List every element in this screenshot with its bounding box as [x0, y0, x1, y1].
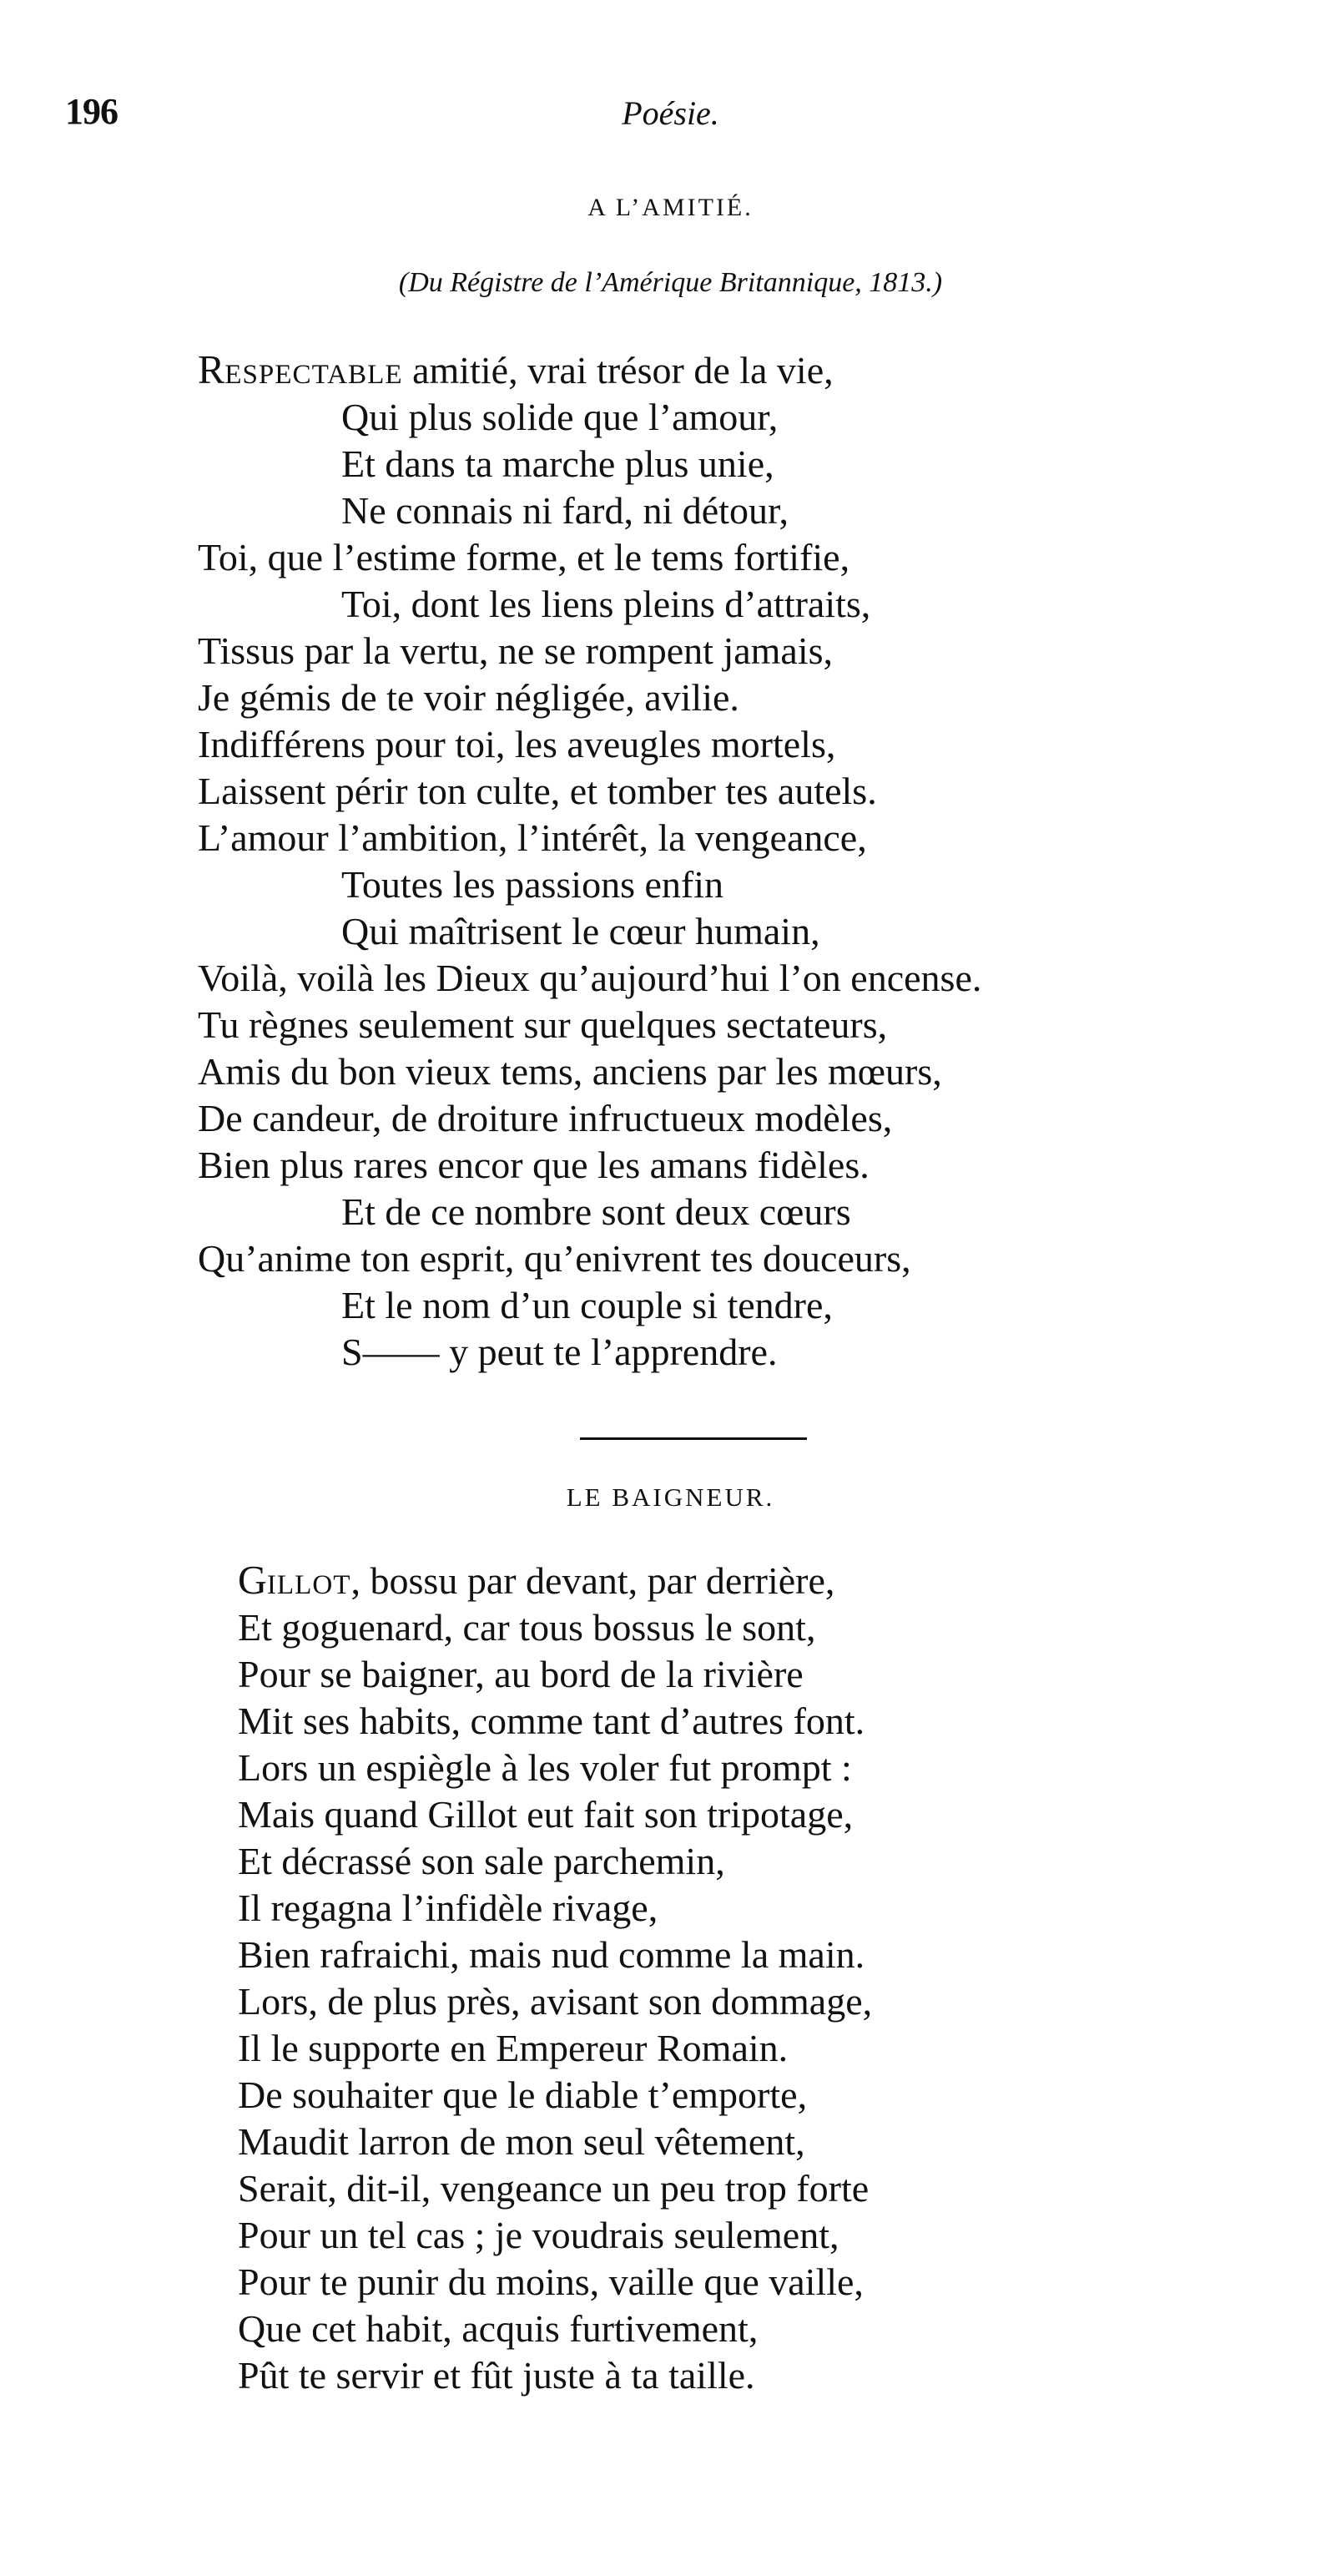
verse-line: GILLOT, bossu par devant, par derrière, [238, 1558, 835, 1603]
verse-line: Bien plus rares encor que les amans fidèles. [198, 1144, 870, 1186]
poem-title-amitie: A L’AMITIÉ. [587, 194, 754, 221]
section-divider [580, 1437, 807, 1440]
poem-source-note: (Du Régistre de l’Amérique Britannique, 1813.) [398, 267, 943, 298]
verse-line: Lors, de plus près, avisant son dommage, [238, 1980, 873, 2023]
verse-line: Et goguenard, car tous bossus le sont, [238, 1606, 816, 1649]
verse-line: Que cet habit, acquis furtivement, [238, 2307, 759, 2350]
verse-line: Qu’anime ton esprit, qu’enivrent tes douceurs, [198, 1237, 911, 1280]
page-number: 196 [65, 91, 118, 132]
verse-line: Et décrassé son sale parchemin, [238, 1840, 725, 1882]
verse-line: Toutes les passions enfin [341, 863, 724, 906]
verse-line: Voilà, voilà les Dieux qu’aujourd’hui l’on encense. [198, 957, 982, 999]
verse-line: Bien rafraichi, mais nud comme la main. [238, 1933, 865, 1976]
verse-line: Et dans ta marche plus unie, [341, 442, 774, 485]
verse-line: Pour un tel cas ; je voudrais seulement, [238, 2214, 839, 2256]
verse-line: De candeur, de droiture infructueux modèles, [198, 1097, 893, 1139]
verse-line: Il le supporte en Empereur Romain. [238, 2027, 789, 2069]
verse-line: S—— y peut te l’apprendre. [341, 1331, 778, 1373]
verse-line: Qui plus solide que l’amour, [341, 396, 779, 438]
verse-line: Amis du bon vieux tems, anciens par les mœurs, [198, 1050, 942, 1093]
verse-line: Mit ses habits, comme tant d’autres font. [238, 1700, 865, 1742]
verse-line: Tu règnes seulement sur quelques sectateurs, [198, 1003, 888, 1046]
verse-line: Toi, dont les liens pleins d’attraits, [341, 583, 871, 625]
verse-line: Serait, dit-il, vengeance un peu trop forte [238, 2167, 870, 2210]
poem-title-baigneur: LE BAIGNEUR. [566, 1482, 775, 1512]
verse-line: Pour se baigner, au bord de la rivière [238, 1653, 804, 1695]
verse-line: Et de ce nombre sont deux cœurs [341, 1190, 851, 1233]
running-head: Poésie. [622, 94, 719, 132]
verse-line: Mais quand Gillot eut fait son tripotage, [238, 1793, 854, 1836]
verse-line: Je gémis de te voir négligée, avilie. [198, 676, 739, 719]
verse-line: Indifférens pour toi, les aveugles mortels, [198, 723, 836, 765]
verse-line: Pût te servir et fût juste à ta taille. [238, 2354, 755, 2397]
verse-line: Tissus par la vertu, ne se rompent jamais, [198, 629, 834, 672]
poem-baigneur-body [238, 1558, 872, 2399]
verse-line: Laissent périr ton culte, et tomber tes autels. [198, 770, 877, 812]
verse-line: L’amour l’ambition, l’intérêt, la vengeance, [198, 816, 867, 859]
verse-line: Il regagna l’infidèle rivage, [238, 1887, 658, 1929]
verse-line: Lors un espiègle à les voler fut prompt : [238, 1746, 852, 1789]
verse-line: RESPECTABLE amitié, vrai trésor de la vie, [198, 348, 834, 392]
verse-line: Pour te punir du moins, vaille que vaille, [238, 2260, 864, 2303]
verse-line: Qui maîtrisent le cœur humain, [341, 910, 820, 952]
poem-amitie-body [198, 347, 981, 1376]
verse-line: Ne connais ni fard, ni détour, [341, 489, 789, 532]
verse-line: Maudit larron de mon seul vêtement, [238, 2120, 805, 2163]
verse-line: De souhaiter que le diable t’emporte, [238, 2073, 808, 2116]
verse-line: Toi, que l’estime forme, et le tems fortifie, [198, 536, 850, 578]
verse-line: Et le nom d’un couple si tendre, [341, 1284, 833, 1326]
